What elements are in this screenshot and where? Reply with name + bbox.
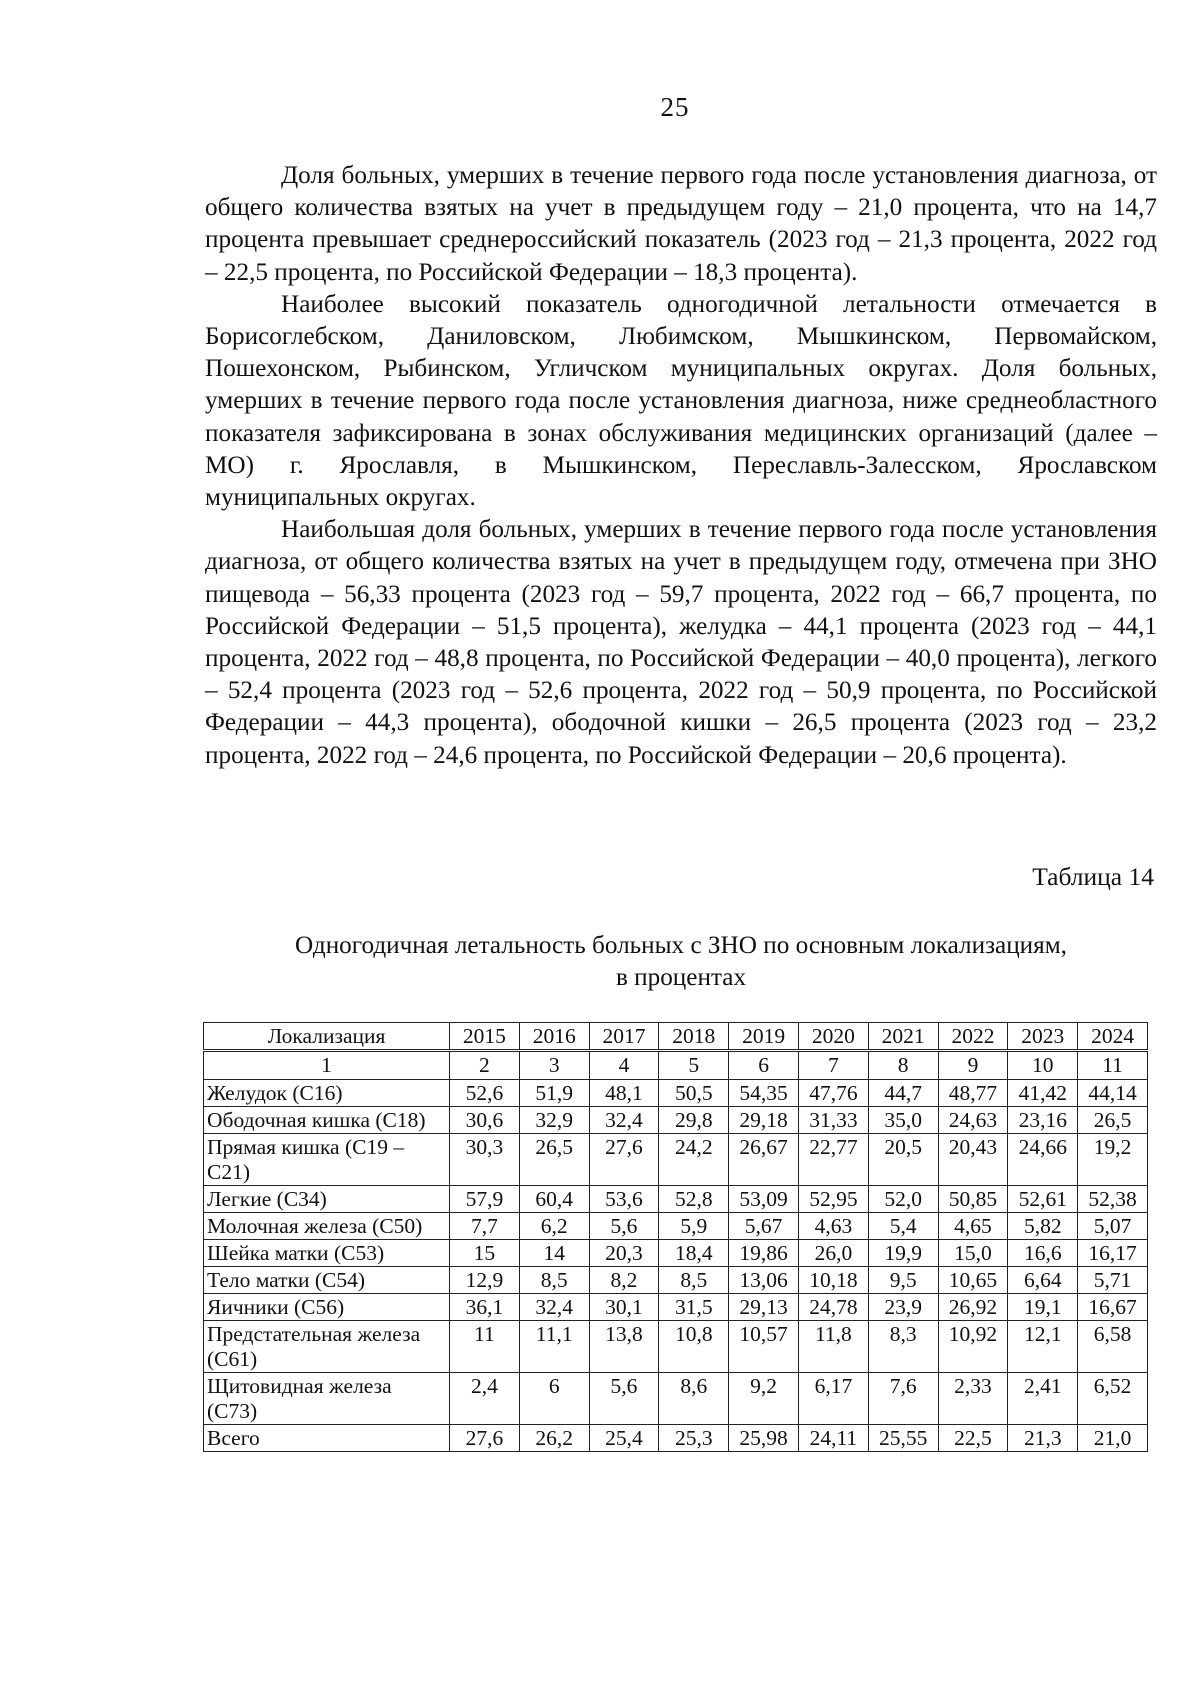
- table-row: [204, 1107, 1148, 1134]
- value-cell: 10,65: [938, 1267, 1008, 1294]
- column-header: 2015: [450, 1023, 520, 1051]
- value-cell: 60,4: [519, 1186, 589, 1213]
- value-cell: 20,3: [589, 1240, 659, 1267]
- value-cell: 52,6: [450, 1080, 520, 1107]
- value-cell: 26,5: [519, 1134, 589, 1186]
- value-cell: 19,2: [1078, 1134, 1148, 1186]
- table-caption: [205, 930, 1157, 994]
- value-cell: 25,4: [589, 1425, 659, 1452]
- column-header: Локализация: [204, 1023, 450, 1051]
- localization-cell: Желудок (С16): [204, 1080, 450, 1107]
- table-row: [204, 1213, 1148, 1240]
- column-number: 8: [868, 1051, 938, 1080]
- column-header: 2021: [868, 1023, 938, 1051]
- value-cell: 23,16: [1008, 1107, 1078, 1134]
- value-cell: 32,9: [519, 1107, 589, 1134]
- column-number: 2: [450, 1051, 520, 1080]
- value-cell: 8,6: [659, 1373, 729, 1425]
- paragraph: Наибольшая доля больных, умерших в течение первого года после установления диагноза, от общего количества взятых на учет в предыдущем году, отмечена при ЗНО пищевода – 56,33 процента (2023 год – 59,7 процента, 2022 год – 66,7 процента, по Российской Федерации – 51,5 процента), желудка – 44,1 процента (2023 год – 44,1 процента, 2022 год – 48,8 процента, по Российской Федерации – 40,0 процента), легкого – 52,4 процента (2023 год – 52,6 процента, 2022 год – 50,9 процента, по Российской Федерации – 44,3 процента), ободочной кишки – 26,5 процента (2023 год – 23,2 процента, 2022 год – 24,6 процента, по Российской Федерации – 20,6 процента).: [205, 516, 1157, 769]
- value-cell: 2,4: [450, 1373, 520, 1425]
- value-cell: 36,1: [450, 1294, 520, 1321]
- value-cell: 6,64: [1008, 1267, 1078, 1294]
- value-cell: 52,61: [1008, 1186, 1078, 1213]
- value-cell: 8,3: [868, 1321, 938, 1373]
- column-header: 2016: [519, 1023, 589, 1051]
- value-cell: 6,58: [1078, 1321, 1148, 1373]
- value-cell: 10,57: [729, 1321, 799, 1373]
- value-cell: 16,67: [1078, 1294, 1148, 1321]
- value-cell: 25,3: [659, 1425, 729, 1452]
- value-cell: 8,5: [519, 1267, 589, 1294]
- localization-cell: Молочная железа (С50): [204, 1213, 450, 1240]
- column-number: 6: [729, 1051, 799, 1080]
- value-cell: 35,0: [868, 1107, 938, 1134]
- value-cell: 53,6: [589, 1186, 659, 1213]
- page-number: 25: [660, 92, 690, 122]
- column-number: 5: [659, 1051, 729, 1080]
- value-cell: 24,2: [659, 1134, 729, 1186]
- value-cell: 26,67: [729, 1134, 799, 1186]
- value-cell: 31,33: [798, 1107, 868, 1134]
- value-cell: 30,1: [589, 1294, 659, 1321]
- value-cell: 52,0: [868, 1186, 938, 1213]
- value-cell: 30,6: [450, 1107, 520, 1134]
- localization-cell: Всего: [204, 1425, 450, 1452]
- value-cell: 24,78: [798, 1294, 868, 1321]
- localization-cell: Прямая кишка (С19 – С21): [204, 1134, 450, 1186]
- value-cell: 13,8: [589, 1321, 659, 1373]
- value-cell: 6,17: [798, 1373, 868, 1425]
- value-cell: 32,4: [589, 1107, 659, 1134]
- value-cell: 18,4: [659, 1240, 729, 1267]
- value-cell: 29,8: [659, 1107, 729, 1134]
- value-cell: 5,6: [589, 1213, 659, 1240]
- value-cell: 48,1: [589, 1080, 659, 1107]
- value-cell: 5,9: [659, 1213, 729, 1240]
- value-cell: 22,5: [938, 1425, 1008, 1452]
- column-number-row: [204, 1051, 1148, 1080]
- value-cell: 11,8: [798, 1321, 868, 1373]
- value-cell: 53,09: [729, 1186, 799, 1213]
- table-label: Таблица 14: [1032, 862, 1154, 891]
- value-cell: 24,11: [798, 1425, 868, 1452]
- value-cell: 10,92: [938, 1321, 1008, 1373]
- value-cell: 27,6: [450, 1425, 520, 1452]
- value-cell: 30,3: [450, 1134, 520, 1186]
- value-cell: 10,8: [659, 1321, 729, 1373]
- localization-cell: Тело матки (С54): [204, 1267, 450, 1294]
- column-header: 2020: [798, 1023, 868, 1051]
- value-cell: 21,0: [1078, 1425, 1148, 1452]
- value-cell: 51,9: [519, 1080, 589, 1107]
- localization-cell: Щитовидная железа (С73): [204, 1373, 450, 1425]
- value-cell: 27,6: [589, 1134, 659, 1186]
- column-header: 2022: [938, 1023, 1008, 1051]
- localization-cell: Ободочная кишка (С18): [204, 1107, 450, 1134]
- value-cell: 26,5: [1078, 1107, 1148, 1134]
- column-header: 2017: [589, 1023, 659, 1051]
- value-cell: 6,52: [1078, 1373, 1148, 1425]
- value-cell: 2,41: [1008, 1373, 1078, 1425]
- table-caption-line: Одногодичная летальность больных с ЗНО по основным локализациям,: [295, 932, 1067, 959]
- column-number: 11: [1078, 1051, 1148, 1080]
- value-cell: 41,42: [1008, 1080, 1078, 1107]
- value-cell: 25,55: [868, 1425, 938, 1452]
- value-cell: 13,06: [729, 1267, 799, 1294]
- value-cell: 16,6: [1008, 1240, 1078, 1267]
- paragraph: Доля больных, умерших в течение первого года после установления диагноза, от общего количества взятых на учет в предыдущем году – 21,0 процента, что на 14,7 процента превышает среднероссийский показатель (2023 год – 21,3 процента, 2022 год – 22,5 процента, по Российской Федерации – 18,3 процента).: [205, 162, 1157, 286]
- value-cell: 2,33: [938, 1373, 1008, 1425]
- localization-cell: Предстательная железа (С61): [204, 1321, 450, 1373]
- value-cell: 16,17: [1078, 1240, 1148, 1267]
- localization-cell: Шейка матки (С53): [204, 1240, 450, 1267]
- table-row: [204, 1267, 1148, 1294]
- column-number: 4: [589, 1051, 659, 1080]
- table-row: [204, 1186, 1148, 1213]
- value-cell: 4,65: [938, 1213, 1008, 1240]
- value-cell: 54,35: [729, 1080, 799, 1107]
- mortality-table: [203, 1022, 1148, 1452]
- value-cell: 7,6: [868, 1373, 938, 1425]
- table-row: [204, 1425, 1148, 1452]
- value-cell: 5,4: [868, 1213, 938, 1240]
- value-cell: 29,18: [729, 1107, 799, 1134]
- column-header: 2023: [1008, 1023, 1078, 1051]
- value-cell: 4,63: [798, 1213, 868, 1240]
- column-number: 3: [519, 1051, 589, 1080]
- value-cell: 19,1: [1008, 1294, 1078, 1321]
- value-cell: 50,85: [938, 1186, 1008, 1213]
- value-cell: 12,9: [450, 1267, 520, 1294]
- value-cell: 29,13: [729, 1294, 799, 1321]
- value-cell: 6,2: [519, 1213, 589, 1240]
- value-cell: 48,77: [938, 1080, 1008, 1107]
- value-cell: 44,14: [1078, 1080, 1148, 1107]
- value-cell: 5,67: [729, 1213, 799, 1240]
- table-row: [204, 1080, 1148, 1107]
- column-header: 2024: [1078, 1023, 1148, 1051]
- value-cell: 5,71: [1078, 1267, 1148, 1294]
- value-cell: 20,43: [938, 1134, 1008, 1186]
- value-cell: 50,5: [659, 1080, 729, 1107]
- value-cell: 19,86: [729, 1240, 799, 1267]
- value-cell: 52,38: [1078, 1186, 1148, 1213]
- value-cell: 31,5: [659, 1294, 729, 1321]
- value-cell: 24,63: [938, 1107, 1008, 1134]
- value-cell: 11: [450, 1321, 520, 1373]
- value-cell: 11,1: [519, 1321, 589, 1373]
- table-row: [204, 1134, 1148, 1186]
- column-header: 2018: [659, 1023, 729, 1051]
- localization-cell: Легкие (С34): [204, 1186, 450, 1213]
- value-cell: 47,76: [798, 1080, 868, 1107]
- value-cell: 52,95: [798, 1186, 868, 1213]
- value-cell: 26,0: [798, 1240, 868, 1267]
- value-cell: 9,5: [868, 1267, 938, 1294]
- table-row: [204, 1294, 1148, 1321]
- value-cell: 6: [519, 1373, 589, 1425]
- value-cell: 9,2: [729, 1373, 799, 1425]
- value-cell: 24,66: [1008, 1134, 1078, 1186]
- table-header-row: [204, 1023, 1148, 1051]
- value-cell: 15: [450, 1240, 520, 1267]
- value-cell: 57,9: [450, 1186, 520, 1213]
- table-caption-line: в процентах: [615, 964, 747, 991]
- column-number: 10: [1008, 1051, 1078, 1080]
- table-row: [204, 1240, 1148, 1267]
- value-cell: 52,8: [659, 1186, 729, 1213]
- value-cell: 21,3: [1008, 1425, 1078, 1452]
- column-number: 1: [204, 1051, 450, 1080]
- value-cell: 26,2: [519, 1425, 589, 1452]
- value-cell: 7,7: [450, 1213, 520, 1240]
- value-cell: 20,5: [868, 1134, 938, 1186]
- value-cell: 19,9: [868, 1240, 938, 1267]
- paragraph: Наиболее высокий показатель одногодичной летальности отмечается в Борисоглебском, Даниловском, Любимском, Мышкинском, Первомайском, Пошехонском, Рыбинском, Угличском муниципальных округах. Доля больных, умерших в течение первого года после установления диагноза, ниже среднеобластного показателя зафиксирована в зонах обслуживания медицинских организаций (далее – МО) г. Ярославля, в Мышкинском, Переславль-Залесском, Ярославском муниципальных округах.: [205, 290, 1157, 512]
- value-cell: 22,77: [798, 1134, 868, 1186]
- value-cell: 23,9: [868, 1294, 938, 1321]
- value-cell: 12,1: [1008, 1321, 1078, 1373]
- body-text: [205, 160, 1157, 772]
- column-number: 9: [938, 1051, 1008, 1080]
- value-cell: 8,2: [589, 1267, 659, 1294]
- table-row: [204, 1373, 1148, 1425]
- value-cell: 5,82: [1008, 1213, 1078, 1240]
- value-cell: 15,0: [938, 1240, 1008, 1267]
- value-cell: 14: [519, 1240, 589, 1267]
- column-header: 2019: [729, 1023, 799, 1051]
- value-cell: 32,4: [519, 1294, 589, 1321]
- value-cell: 44,7: [868, 1080, 938, 1107]
- value-cell: 26,92: [938, 1294, 1008, 1321]
- column-number: 7: [798, 1051, 868, 1080]
- table-row: [204, 1321, 1148, 1373]
- value-cell: 8,5: [659, 1267, 729, 1294]
- localization-cell: Яичники (С56): [204, 1294, 450, 1321]
- value-cell: 5,07: [1078, 1213, 1148, 1240]
- value-cell: 10,18: [798, 1267, 868, 1294]
- value-cell: 5,6: [589, 1373, 659, 1425]
- value-cell: 25,98: [729, 1425, 799, 1452]
